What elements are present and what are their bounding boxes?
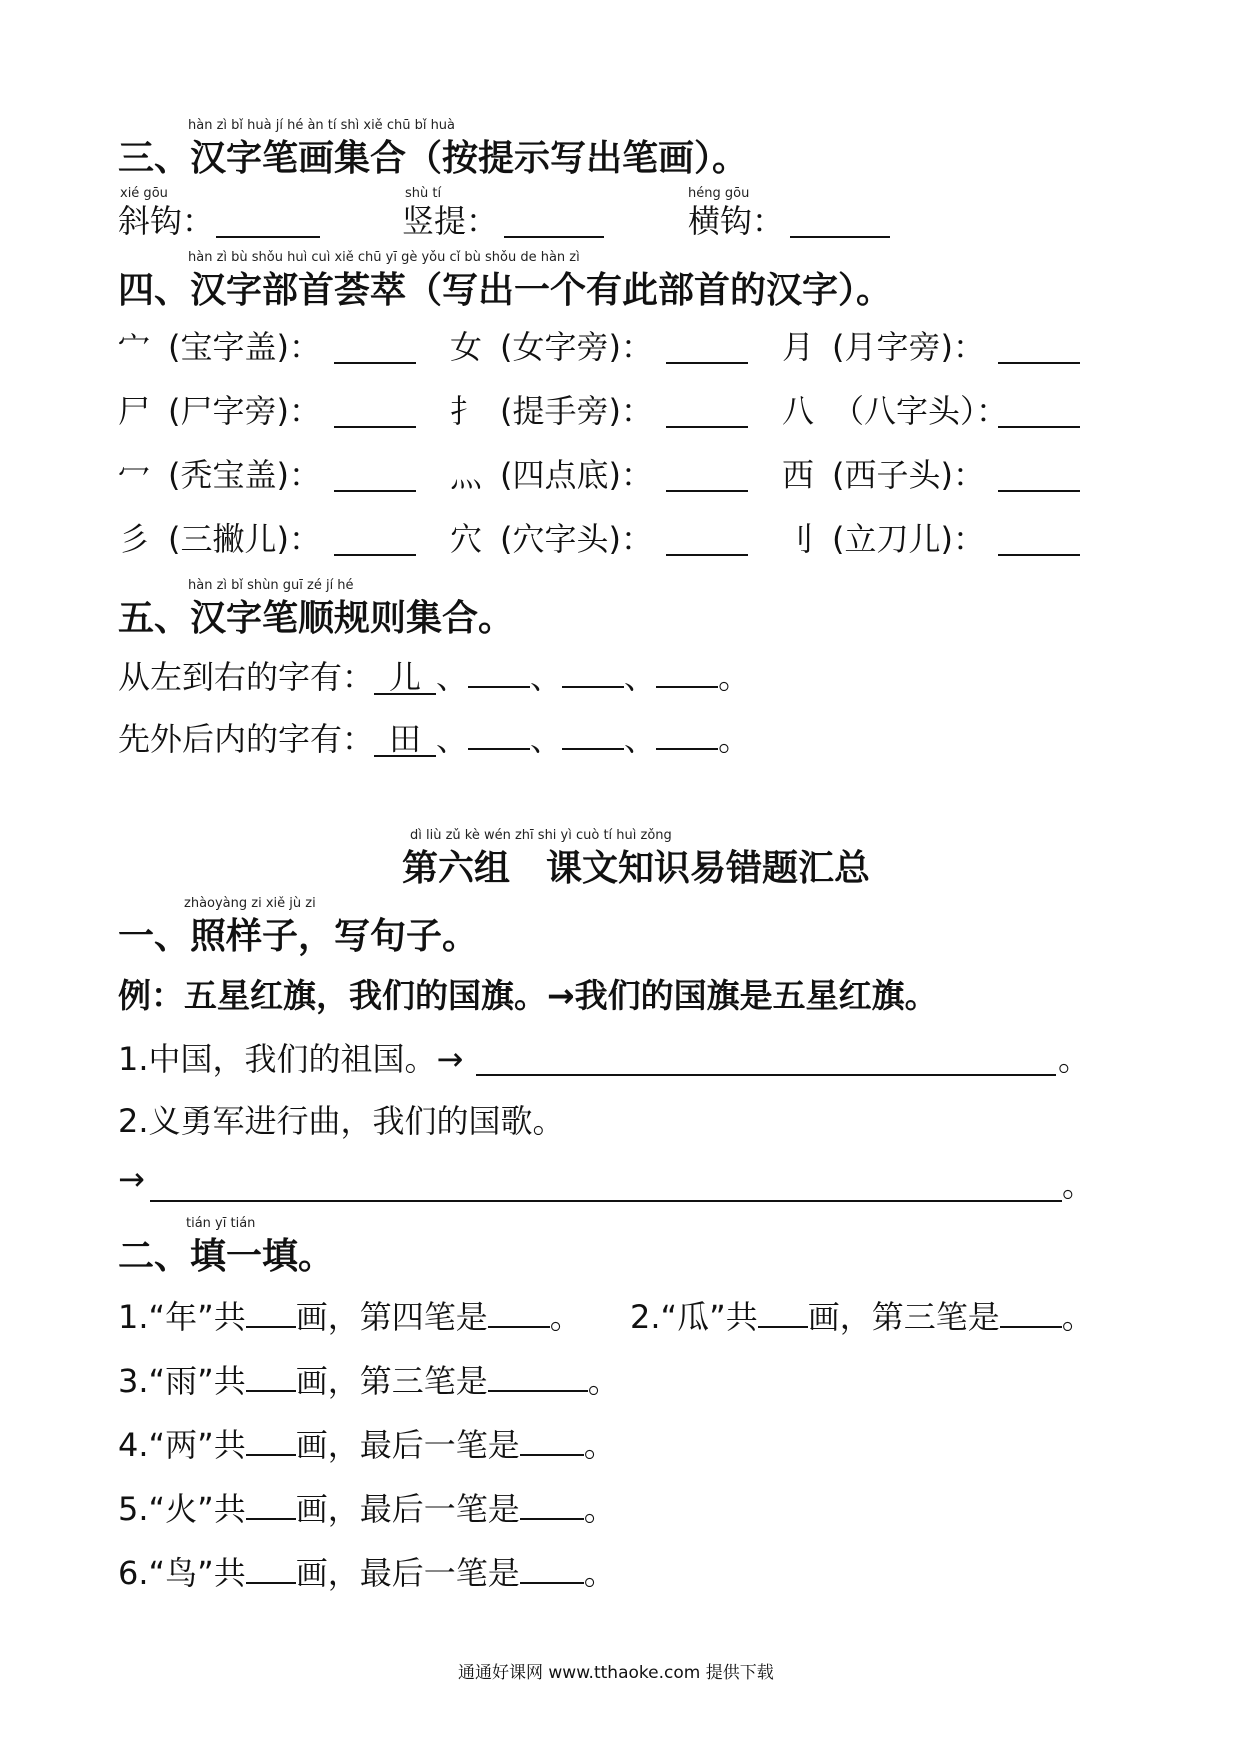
section-3-title: 三、汉字笔画集合（按提示写出笔画）。 [118,138,749,179]
q2-pinyin: tián yī tián [186,1216,256,1231]
answer-blank[interactable] [468,748,530,750]
answer-blank[interactable] [656,686,718,688]
question-text: 画，第三笔是 [807,1298,1000,1336]
answer-blank[interactable] [246,1518,296,1520]
radical-name: (尸字旁)： [168,392,321,430]
answer-blank[interactable] [468,686,530,688]
answer-blank[interactable] [246,1454,296,1456]
period: 。 [1061,1298,1094,1336]
fill-row-5 [118,1484,616,1530]
answer-blank[interactable] [666,460,748,492]
answer-blank[interactable] [666,332,748,364]
fill-row-3 [118,1356,620,1402]
answer-blank[interactable] [998,460,1080,492]
question-text: 4.“两”共 [118,1426,246,1464]
answer-blank[interactable] [246,1390,296,1392]
radical-name: (秃宝盖)： [168,456,321,494]
answer-blank[interactable] [246,1326,296,1328]
radical-name: (立刀儿)： [832,520,985,558]
row-label: 从左到右的字有： [118,658,375,696]
answer-blank[interactable] [998,524,1080,556]
question-text: 2.“瓜”共 [630,1298,758,1336]
radical-char: 西 [782,456,815,494]
section-5-title: 五、汉字笔顺规则集合。 [118,598,515,639]
period: 。 [549,1298,582,1336]
radical-char: 女 [450,328,483,366]
radical-char: 灬 [450,456,483,494]
answer-blank[interactable] [504,206,604,238]
radical-name: (提手旁)： [500,392,653,430]
fill-row-1a [118,1292,582,1338]
radical-char: 八 [782,392,815,430]
s3-item1-pinyin: xié gōu [120,186,168,201]
group6-pinyin: dì liù zǔ kè wén zhī shi yì cuò tí huì zǒng [410,828,672,843]
q1-pinyin: zhàoyàng zi xiě jù zi [184,896,316,911]
group-6-title: 第六组 课文知识易错题汇总 [402,848,871,889]
answer-blank[interactable] [520,1454,584,1456]
example-sentence: 例：五星红旗，我们的国旗。→我们的国旗是五星红旗。 [118,976,938,1015]
answer-blank[interactable] [666,396,748,428]
period: 。 [1062,1166,1095,1204]
answer-blank[interactable] [520,1582,584,1584]
footer: 通通好课网 www.tthaoke.com 提供下载 [458,1663,774,1683]
radical-name: (女字旁)： [500,328,653,366]
arrow: → [118,1160,145,1198]
answer-blank[interactable] [246,1582,296,1584]
s3-item3-pinyin: héng gōu [688,186,750,201]
radical-name: (西子头)： [832,456,985,494]
section-4-title: 四、汉字部首荟萃（写出一个有此部首的汉字）。 [118,270,893,311]
question-2-title: 二、填一填。 [118,1236,335,1277]
answer-blank[interactable] [998,332,1080,364]
separator: 、 [436,658,469,696]
answer-blank[interactable] [758,1326,808,1328]
question-1-title: 一、照样子，写句子。 [118,916,479,957]
answer-line[interactable] [476,1044,1056,1076]
fill-row-4 [118,1420,616,1466]
radical-char: 月 [782,328,815,366]
radical-name: (月字旁)： [832,328,985,366]
separator: 、 [624,720,657,758]
period: 。 [1058,1040,1091,1078]
answer-blank[interactable] [656,748,718,750]
answer-blank[interactable] [790,206,890,238]
question-text: 画，第三笔是 [295,1362,488,1400]
s3-pinyin: hàn zì bǐ huà jí hé àn tí shì xiě chū bǐ huà [188,118,456,133]
q1-item2: 2.义勇军进行曲，我们的国歌。 [118,1102,565,1140]
s5-pinyin: hàn zì bǐ shùn guī zé jí hé [188,578,354,593]
answer-blank[interactable] [334,460,416,492]
radical-char: 冖 [118,456,151,494]
answer-blank[interactable] [334,524,416,556]
s3-item1-label: 斜钩： [118,202,215,240]
s3-item2-pinyin: shù tí [405,186,442,201]
example-answer: 儿 [374,661,436,695]
answer-blank[interactable] [562,748,624,750]
answer-blank[interactable] [998,396,1080,428]
question-text: 画，最后一笔是 [295,1426,520,1464]
period: 。 [718,658,751,696]
radical-name: (穴字头)： [500,520,653,558]
fill-row-6 [118,1548,616,1594]
question-text: 6.“鸟”共 [118,1554,246,1592]
radical-char: 彡 [118,520,151,558]
separator: 、 [624,658,657,696]
radical-name: （八字头）： [832,392,1009,430]
answer-blank[interactable] [488,1390,588,1392]
period: 。 [587,1362,620,1400]
answer-blank[interactable] [334,332,416,364]
question-text: 5.“火”共 [118,1490,246,1528]
separator: 、 [530,720,563,758]
answer-blank[interactable] [666,524,748,556]
s4-pinyin: hàn zì bù shǒu huì cuì xiě chū yī gè yǒu cǐ bù shǒu de hàn zì [188,250,580,265]
radical-char: 尸 [118,392,151,430]
q1-item1: 1.中国，我们的祖国。→ [118,1040,464,1078]
answer-line[interactable] [150,1170,1062,1202]
example-answer: 田 [374,723,436,757]
s3-item3-label: 横钩： [688,202,785,240]
answer-blank[interactable] [1000,1326,1062,1328]
radical-char: 宀 [118,328,151,366]
s3-item2-label: 竖提： [402,202,499,240]
answer-blank[interactable] [216,206,320,238]
question-text: 画，第四笔是 [295,1298,488,1336]
period: 。 [583,1426,616,1464]
radical-char: 扌 [450,392,483,430]
question-text: 画，最后一笔是 [295,1554,520,1592]
answer-blank[interactable] [488,1326,550,1328]
separator: 、 [530,658,563,696]
answer-blank[interactable] [334,396,416,428]
separator: 、 [436,720,469,758]
question-text: 画，最后一笔是 [295,1490,520,1528]
stroke-order-row-1 [118,652,750,698]
period: 。 [583,1490,616,1528]
answer-blank[interactable] [562,686,624,688]
row-label: 先外后内的字有： [118,720,375,758]
radical-char: 刂 [782,520,815,558]
radical-name: (四点底)： [500,456,653,494]
stroke-order-row-2 [118,714,750,760]
period: 。 [583,1554,616,1592]
question-text: 3.“雨”共 [118,1362,246,1400]
question-text: 1.“年”共 [118,1298,246,1336]
radical-char: 穴 [450,520,483,558]
radical-name: (宝字盖)： [168,328,321,366]
period: 。 [718,720,751,758]
answer-blank[interactable] [520,1518,584,1520]
radical-name: (三撇儿)： [168,520,321,558]
fill-row-1b [630,1292,1094,1338]
